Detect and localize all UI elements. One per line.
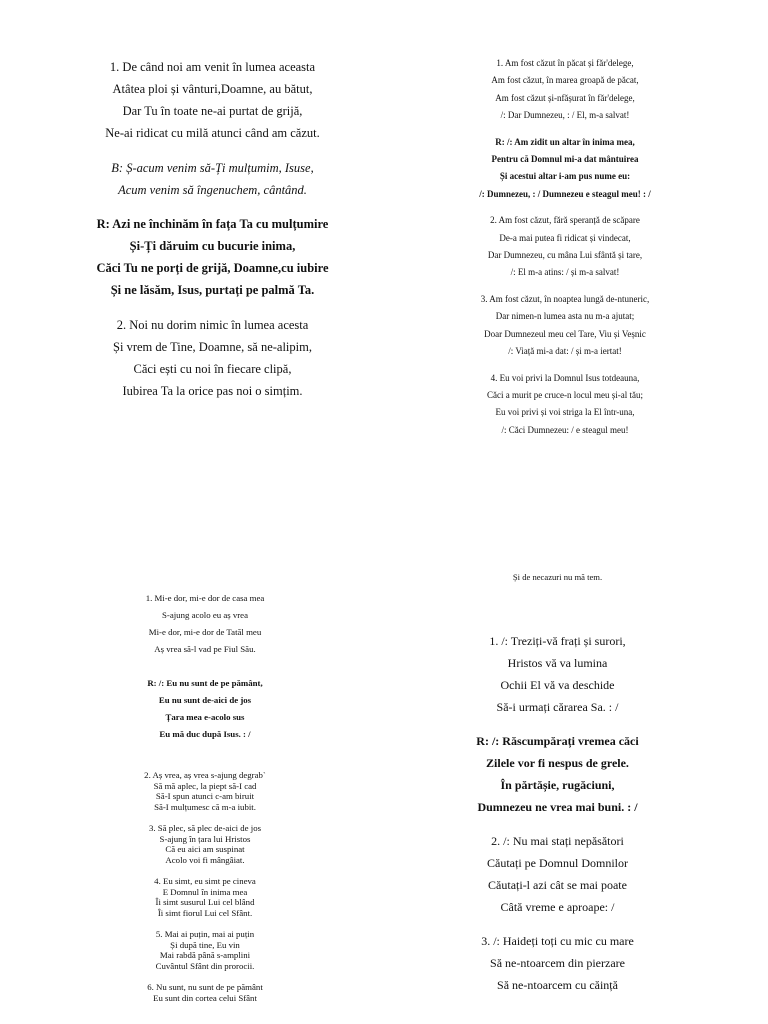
verse-1-line: Aș vrea să-l vad pe Fiul Său. bbox=[154, 644, 256, 654]
verse-1-line: Să-i urmați cărarea Sa. : / bbox=[496, 700, 619, 714]
verse-1-line: Hristos vă va lumina bbox=[507, 656, 608, 670]
verse-6-line: 6. Nu sunt, nu sunt de pe pământ bbox=[147, 982, 263, 992]
refrain-line: Și-Ți dăruim cu bucurie inima, bbox=[129, 239, 296, 253]
verse-3-line: Acolo voi fi mângâiat. bbox=[165, 854, 245, 865]
verse-3-line: Să ne-ntoarcem din pierzare bbox=[490, 956, 625, 970]
verse-2-line: Iubirea Ta la orice pas noi o simțim. bbox=[122, 383, 303, 398]
verse-1-line: 1. Am fost căzut în păcat și făr'delege, bbox=[496, 58, 634, 68]
verse-5-line: Mai rabdă până s-amplini bbox=[159, 950, 251, 960]
verse-5-line: 5. Mai ai puțin, mai ai puțin bbox=[155, 929, 255, 939]
song-1 bbox=[40, 56, 385, 402]
refrain-line: /: Dumnezeu, : / Dumnezeu e steagul meu! : / bbox=[479, 188, 651, 199]
verse-4-line: Îi simt fiorul Lui cel Sfânt. bbox=[157, 907, 253, 918]
verse-1-line: Am fost căzut și-nfășurat în făr'delege, bbox=[495, 92, 635, 103]
verse-3-line: 3. /: Haideți toți cu mic cu mare bbox=[481, 934, 634, 948]
verse-3-line: Doar Dumnezeul meu cel Tare, Viu și Veșnic bbox=[484, 328, 646, 339]
verse-1-line: 1. De când noi am venit în lumea aceasta bbox=[109, 60, 316, 74]
verse-1-line: Atâtea ploi și vânturi,Doamne, au bătut, bbox=[112, 82, 313, 96]
refrain-line: R: /: Am zidit un altar în inima mea, bbox=[495, 136, 635, 147]
verse-4-line: Căci a murit pe cruce-n locul meu și-al tău; bbox=[487, 389, 643, 400]
verse-1-line: Ne-ai ridicat cu milă atunci când am căzut. bbox=[105, 126, 320, 140]
verse-2 bbox=[60, 770, 350, 1003]
song-3 bbox=[60, 590, 350, 1003]
verse-4-line: 4. Eu voi privi la Domnul Isus totdeauna, bbox=[490, 372, 640, 383]
refrain-line: R: Azi ne închinăm în fața Ta cu mulțumire bbox=[96, 217, 329, 231]
song-4 bbox=[385, 566, 730, 996]
verse-1-line: /: Dar Dumnezeu, : / El, m-a salvat! bbox=[500, 110, 630, 121]
refrain-line: Țara mea e-acolo sus bbox=[165, 712, 245, 722]
song-2 bbox=[395, 55, 735, 439]
verse-2-line: /: El m-a atins: / și m-a salvat! bbox=[510, 267, 620, 278]
refrain-line: În părtășie, rugăciuni, bbox=[500, 778, 615, 792]
verse-3-line: Că eu aici am suspinat bbox=[165, 844, 245, 854]
verse-2-line: 2. Aș vrea, aș vrea s-ajung degrab` bbox=[144, 770, 266, 780]
refrain-line: Și ne lăsăm, Isus, purtați pe palmă Ta. bbox=[110, 283, 315, 297]
verse-3-line: /: Viață mi-a dat: / și m-a iertat! bbox=[508, 346, 622, 357]
verse-1-line: 1. /: Treziți-vă frați și surori, bbox=[489, 634, 626, 648]
carryover-line: Și de necazuri nu mă tem. bbox=[512, 572, 603, 582]
verse-4-line: Îi simt susurul Lui cel blând bbox=[155, 897, 255, 907]
verse-4-line: E Domnul în inima mea bbox=[162, 886, 248, 897]
verse-2-line: Câtă vreme e aproape: / bbox=[500, 900, 615, 914]
refrain-line: Căci Tu ne porți de grijă, Doamne,cu iubire bbox=[96, 261, 329, 275]
verse-2-line: Să-I mulțumesc că m-a iubit. bbox=[154, 801, 256, 812]
verse-2-line: 2. Noi nu dorim nimic în lumea acesta bbox=[116, 317, 309, 332]
refrain-line: Eu mă duc după Isus. : / bbox=[159, 729, 251, 739]
verse-3-line: 3. Să plec, să plec de-aici de jos bbox=[148, 823, 262, 833]
verse-5-line: Și după tine, Eu vin bbox=[170, 939, 240, 950]
refrain-line: R: /: Eu nu sunt de pe pământ, bbox=[147, 678, 263, 688]
bridge-line: B: Ș-acum venim să-Ți mulțumim, Isuse, bbox=[111, 160, 314, 175]
verse-1-line: Dar Tu în toate ne-ai purtat de grijă, bbox=[122, 104, 303, 118]
verse-1-line: S-ajung acolo eu aș vrea bbox=[162, 610, 248, 620]
verse-1-line: Ochii El vă va deschide bbox=[500, 678, 615, 692]
verse-2-line: Dar Dumnezeu, cu mâna Lui sfântă și tare, bbox=[487, 250, 643, 261]
bridge-line: Acum venim să îngenuchem, cântând. bbox=[118, 182, 307, 197]
refrain-line: Dumnezeu ne vrea mai buni. : / bbox=[477, 800, 638, 814]
refrain-line: Pentru că Domnul mi-a dat mântuirea bbox=[491, 154, 639, 165]
refrain-line: Și acestui altar i-am pus nume eu: bbox=[499, 171, 631, 182]
verse-6-line: Eu sunt din cortea celui Sfânt bbox=[153, 992, 257, 1003]
verse-2-line: De-a mai putea fi ridicat și vindecat, bbox=[499, 232, 631, 243]
verse-3-line: Să ne-ntoarcem cu căință bbox=[497, 978, 618, 992]
verse-1-line: 1. Mi-e dor, mi-e dor de casa mea bbox=[145, 593, 265, 603]
refrain-line: Zilele vor fi nespus de grele. bbox=[486, 756, 629, 770]
verse-2-line: Să-I spun atunci c-am biruit bbox=[155, 791, 255, 801]
verse-3-line: Dar nimen-n lumea asta nu m-a ajutat; bbox=[495, 311, 635, 322]
verse-5-line: Cuvântul Sfânt din prorocii. bbox=[155, 960, 255, 971]
verse-1-line: Am fost căzut, în marea groapă de păcat, bbox=[491, 75, 639, 86]
verse-3-line: S-ajung în țara lui Hristos bbox=[159, 833, 251, 844]
refrain-line: R: /: Răscumpărați vremea căci bbox=[476, 734, 639, 748]
verse-4-line: 4. Eu simt, eu simt pe cineva bbox=[154, 876, 256, 886]
refrain-line: Eu nu sunt de-aici de jos bbox=[158, 695, 252, 705]
verse-2-line: 2. /: Nu mai stați nepăsători bbox=[491, 834, 624, 848]
verse-2-line: Să mă aplec, la piept să-I cad bbox=[153, 780, 257, 791]
verse-2-line: 2. Am fost căzut, fără speranță de scăpare bbox=[490, 215, 640, 226]
verse-2-line: Căutați pe Domnul Domnilor bbox=[487, 856, 628, 870]
verse-3-line: 3. Am fost căzut, în noaptea lungă de-ntuneric, bbox=[480, 293, 650, 304]
verse-2-line: Căutați-l azi cât se mai poate bbox=[488, 878, 627, 892]
verse-4-line: /: Căci Dumnezeu: / e steagul meu! bbox=[501, 424, 629, 435]
verse-2-line: Și vrem de Tine, Doamne, să ne-alipim, bbox=[113, 339, 312, 354]
verse-4-line: Eu voi privi și voi striga la El într-una, bbox=[495, 407, 635, 418]
verse-1-line: Mi-e dor, mi-e dor de Tatăl meu bbox=[148, 627, 262, 637]
verse-2-line: Căci ești cu noi în fiecare clipă, bbox=[133, 361, 292, 376]
